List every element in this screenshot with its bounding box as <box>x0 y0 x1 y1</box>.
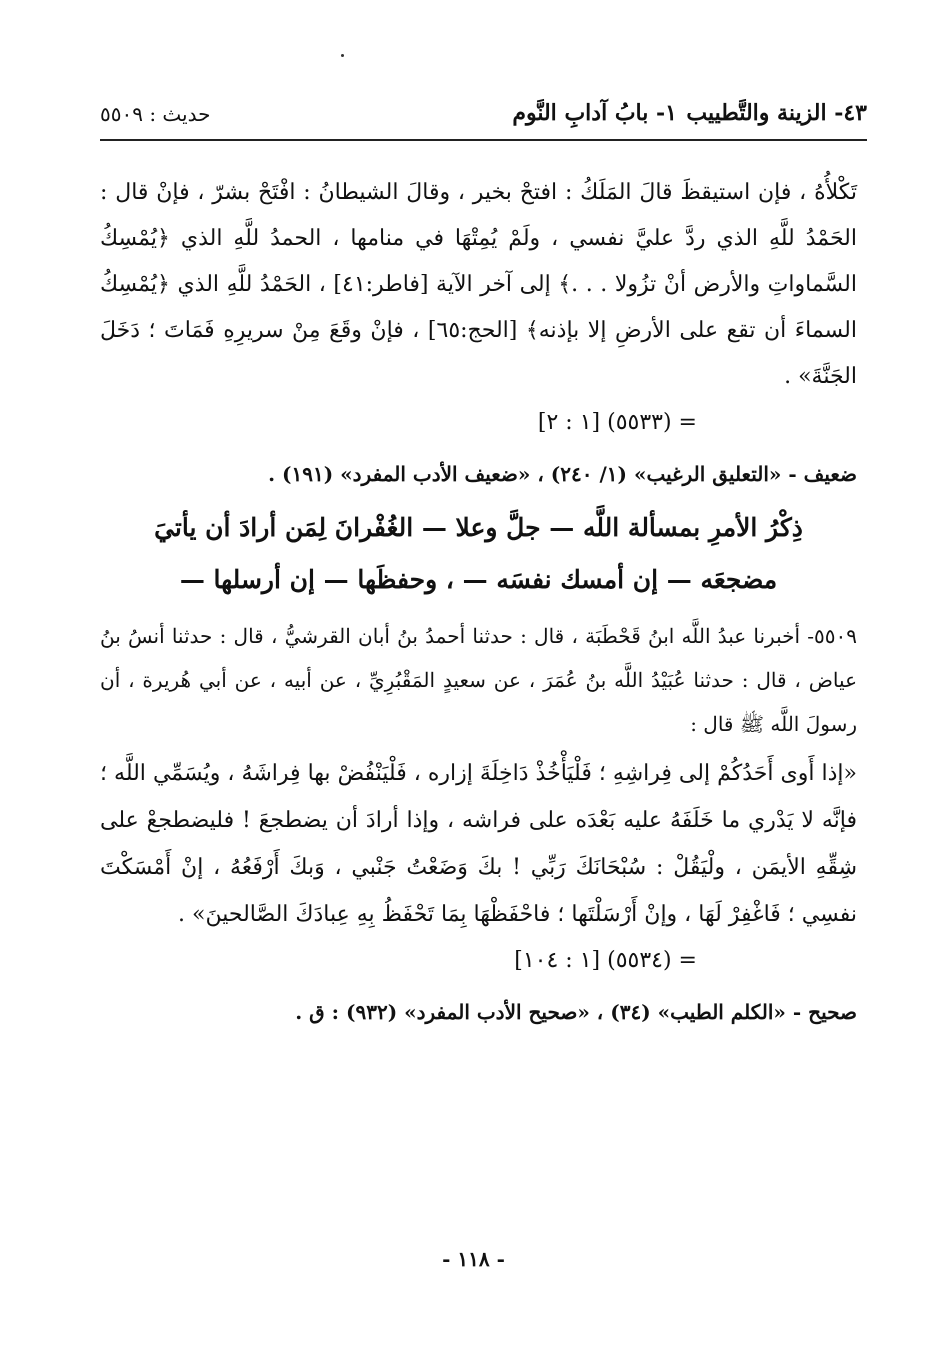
previous-hadith-text: تَكْلأُهُ ، فإن استيقظَ قالَ المَلَكُ : افتحْ بخير ، وقالَ الشيطانُ : افْتَحْ بشرّ ، فإنْ قال : الحَمْدُ للَّهِ الذي ردَّ عليَّ نفسي ، ولَمْ يُمِتْهَا في منامها ، الحمدُ للَّهِ الذي ﴿يُمْسِكُ السَّماواتِ والأرض أنْ تزُولا . . .﴾ إلى آخر الآية [فاطر:٤١] ، الحَمْدُ للَّهِ الذي ﴿يُمْسِكُ السماءَ أن تقع على الأرضِ إلا بإذنه﴾ [الحج:٦٥] ، فإنْ وقَعَ مِنْ سريرِهِ فَمَاتَ ؛ دَخَلَ الجَنَّةَ» . <box>100 180 857 389</box>
header-divider <box>100 139 867 141</box>
hadith-grading: صحيح - «الكلم الطيب» (٣٤) ، «صحيح الأدب المفرد» (٩٣٢) : ق . <box>295 1000 857 1024</box>
hadith-reference: = (٥٥٣٤) [١ : ١٠٤] <box>514 948 697 973</box>
header-chapter-title: ١- بابُ آدابِ النَّوم <box>512 100 677 126</box>
header-book-title: ٤٣- الزينة والتَّطييب <box>686 100 867 126</box>
header-hadith-number: حديث : ٥٥٠٩ <box>100 102 211 126</box>
section-title: ذِكْرُ الأمرِ بمسألة اللَّه — جلَّ وعلا — الغُفْرانَ لِمَن أرادَ أن يأتيَ مضجعَه — إن أمسك نفسَه — ، وحفظَها — إن أرسلها — <box>154 513 803 594</box>
previous-hadith-reference: = (٥٥٣٣) [١ : ٢] <box>537 410 697 435</box>
hadith-matn: «إذا أَوى أَحَدُكُمْ إلى فِراشِهِ ؛ فَلْيَأْخُذْ دَاخِلَةَ إزاره ، فَلْيَنْفُضْ بها فِراشَهُ ، ويُسَمِّي اللَّه ؛ فإنَّه لا يَدْري ما خَلَفَهُ عليه بَعْدَه على فراشه ، وإذا أرادَ أن يضطجعَ ! فليضطجعْ على شِقِّهِ الأيمَن ، ولْيَقُلْ : سُبْحَانَكَ رَبِّي ! بكَ وَضَعْتُ جَنْبي ، وَبكَ أَرْفَعُهُ ، إنْ أَمْسَكْتَ نفسِي ؛ فَاغْفِرْ لَهَا ، وإنْ أَرْسَلْتَها ؛ فاحْفَظْهَا بِمَا تَحْفَظُ بِهِ عِبادَكَ الصَّالحينَ» . <box>100 761 857 927</box>
previous-hadith-grading: ضعيف - «التعليق الرغيب» (١/ ٢٤٠) ، «ضعيف الأدب المفرد» (١٩١) . <box>268 462 857 486</box>
scan-speck <box>341 54 344 57</box>
running-header <box>100 100 867 140</box>
page-content <box>100 170 857 1034</box>
page-number: - ١١٨ - <box>442 1247 505 1271</box>
hadith-isnad: ٥٥٠٩- أخبرنا عبدُ اللَّه ابنُ قَحْطَبَة ، قال : حدثنا أحمدُ بنُ أبان القرشيُّ ، قال : حدثنا أنسُ بنُ عياض ، قال : حدثنا عُبَيْدُ اللَّه بنُ عُمَرَ ، عن سعيدٍ المَقْبُرِيِّ ، عن أبيه ، عن أبي هُريرة ، أن رسولَ اللَّه ﷺ قال : <box>100 624 857 736</box>
